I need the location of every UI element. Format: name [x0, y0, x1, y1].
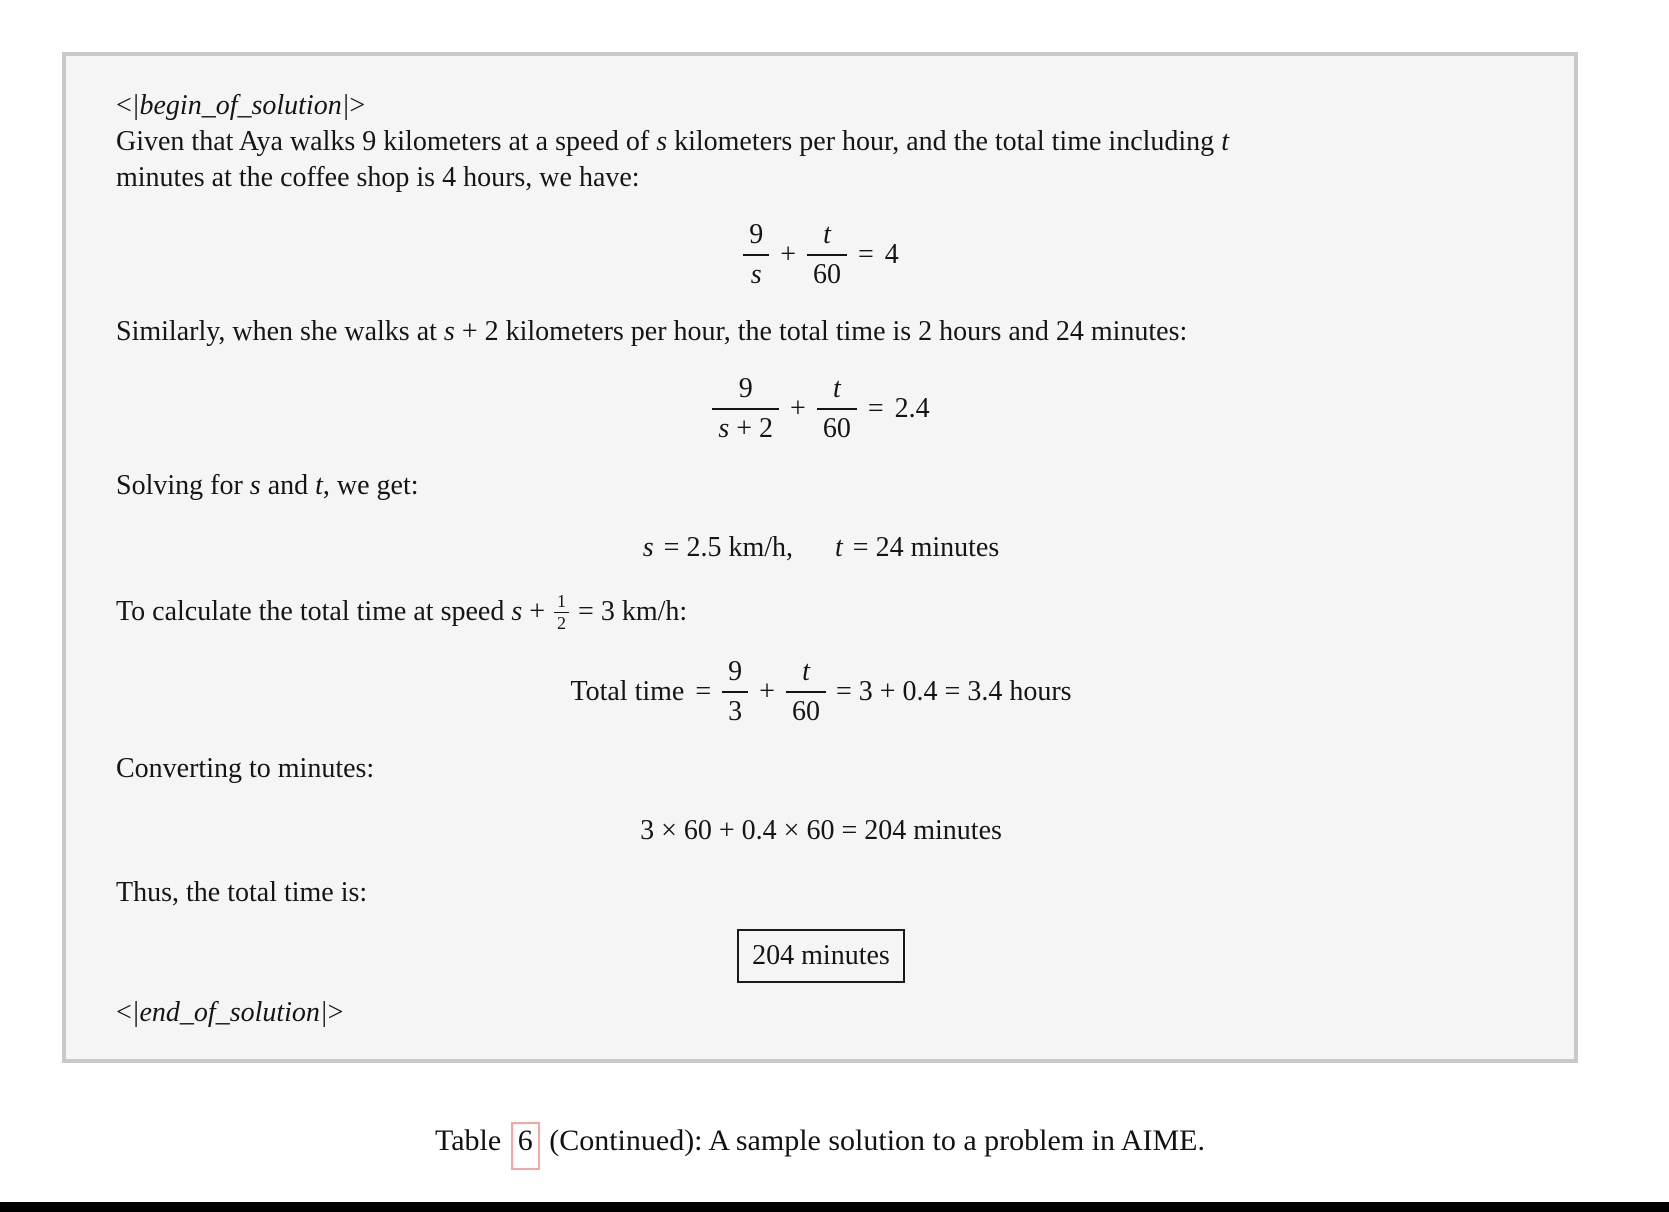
fraction-t-over-60 [786, 655, 826, 729]
equation-rhs: 4 [884, 239, 899, 270]
equals-operator: = [867, 393, 884, 424]
equation-rhs: 2.4 [894, 393, 930, 424]
token-body: |begin_of_solution| [131, 90, 350, 121]
equals-operator: = [858, 239, 874, 270]
fraction-numerator: t [786, 655, 826, 693]
paragraph-text: = 3 km/h: [571, 595, 688, 627]
paragraph-text: + 2 kilometers per hour, the total time is 2 hours and 24 minutes: [454, 316, 1188, 347]
equation-tail: = 3 + 0.4 = 3.4 hours [835, 675, 1072, 707]
plus-operator: + [780, 239, 796, 270]
equation-text: = 2.5 km/h, [663, 532, 794, 563]
equation-2 [116, 372, 1526, 446]
paragraph-converting [116, 751, 1526, 787]
token-close-bracket: > [327, 996, 344, 1028]
fraction-denominator: 60 [813, 259, 841, 290]
fraction-9-over-3 [722, 655, 748, 729]
denominator-rest: + 2 [729, 413, 774, 444]
token-open-bracket: < [116, 90, 132, 121]
fraction-numerator: 9 [722, 655, 748, 693]
plus-operator: + [790, 393, 806, 424]
math-var-s: s [656, 126, 668, 157]
fraction-denominator: 60 [791, 695, 820, 727]
paragraph-new-speed [116, 592, 1526, 633]
math-var-t: t [1221, 126, 1229, 157]
paragraph-text: minutes at the coffee shop is 4 hours, we have: [116, 162, 640, 193]
fraction-numerator: 1 [554, 592, 569, 613]
fraction-numerator: t [807, 218, 847, 256]
fraction-denominator [712, 410, 779, 446]
paragraph-problem-setup [116, 124, 1526, 196]
fraction-t-over-60 [817, 372, 857, 446]
math-var-s: s [718, 413, 730, 444]
fraction-denominator: 2 [557, 612, 567, 633]
equation-text: 3 × 60 + 0.4 × 60 = 204 minutes [640, 814, 1002, 846]
fraction-t-over-60 [807, 218, 847, 292]
paragraph-text: and [260, 470, 316, 501]
equation-1 [116, 218, 1526, 292]
math-var-t: t [835, 532, 843, 563]
paragraph-text: + [522, 595, 553, 627]
equation-3 [116, 530, 1526, 566]
equation-text: = 24 minutes [852, 532, 1000, 563]
fraction-numerator: 9 [712, 372, 779, 410]
fraction-denominator: s [750, 259, 762, 290]
token-body: |end_of_solution| [131, 996, 328, 1028]
paragraph-text: Thus, the total time is: [116, 876, 368, 908]
paragraph-solving [116, 468, 1526, 504]
paragraph-text: Converting to minutes: [116, 752, 375, 784]
math-var-s: s [642, 532, 654, 563]
token-open-bracket: < [116, 996, 132, 1028]
paragraph-text: , we get: [322, 470, 419, 501]
math-var-s: s [249, 470, 261, 501]
solution-sample-box [62, 52, 1578, 1063]
paragraph-text: Solving for [116, 470, 250, 501]
boxed-answer: 204 minutes [737, 929, 905, 983]
fraction-denominator: 60 [822, 413, 851, 444]
math-var-s: s [511, 595, 523, 627]
token-close-bracket: > [349, 90, 366, 121]
caption-text: Table [435, 1124, 509, 1157]
table-caption [62, 1122, 1578, 1160]
end-of-solution-token [116, 995, 1526, 1031]
paragraph-text: Given that Aya walks 9 kilometers at a speed of [116, 126, 657, 157]
equation-label: Total time [570, 675, 685, 707]
equation-5 [116, 813, 1526, 849]
fraction-numerator: 9 [743, 218, 769, 256]
fraction-9-over-s-plus-2 [712, 372, 779, 446]
final-answer-row [116, 929, 1526, 983]
fraction-denominator: 3 [728, 695, 743, 727]
paragraph-second-scenario [116, 314, 1526, 350]
math-var-t: t [315, 470, 323, 501]
paragraph-conclusion [116, 875, 1526, 911]
paragraph-text: To calculate the total time at speed [116, 595, 512, 627]
caption-table-number-link[interactable]: 6 [511, 1122, 540, 1170]
begin-of-solution-token [116, 88, 1526, 124]
fraction-numerator: t [817, 372, 857, 410]
math-var-s: s [443, 316, 455, 347]
paragraph-text: kilometers per hour, and the total time including [667, 126, 1222, 157]
plus-operator: + [759, 675, 775, 707]
window-bottom-edge [0, 1202, 1669, 1212]
caption-text: (Continued): A sample solution to a problem in AIME. [541, 1124, 1205, 1157]
fraction-9-over-s [743, 218, 769, 292]
fraction-one-half [554, 592, 569, 633]
paragraph-text: Similarly, when she walks at [116, 316, 444, 347]
equals-operator: = [695, 675, 712, 707]
equation-4 [116, 655, 1526, 729]
